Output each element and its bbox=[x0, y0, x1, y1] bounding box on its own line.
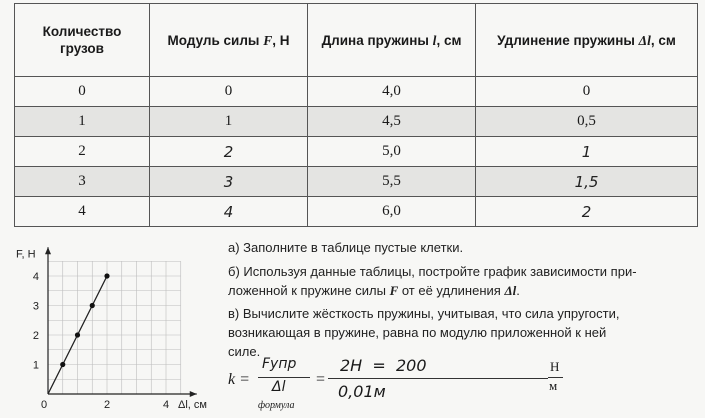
cell-force: 0 bbox=[150, 77, 308, 107]
cell-elongation: 0,5 bbox=[476, 107, 698, 137]
cell-count: 1 bbox=[15, 107, 150, 137]
cell-length: 5,5 bbox=[308, 167, 476, 197]
y-axis-label: F, Н bbox=[16, 248, 36, 261]
formula-frac-numerator: Fупр bbox=[262, 356, 297, 372]
task-b bbox=[228, 262, 698, 300]
cell-length: 4,5 bbox=[308, 107, 476, 137]
formula-lhs: k = bbox=[228, 371, 250, 388]
cell-count: 2 bbox=[15, 137, 150, 167]
y-axis-arrow bbox=[45, 247, 51, 254]
formula-equals: = bbox=[316, 371, 326, 388]
formula-frac-denominator: Δl bbox=[272, 379, 286, 395]
table-row bbox=[15, 167, 698, 197]
data-point bbox=[75, 332, 80, 337]
formula-numerator: 2Н = 200 bbox=[340, 356, 427, 375]
cell-force-handwritten: 2 bbox=[150, 137, 308, 167]
cell-elongation-handwritten: 1,5 bbox=[476, 167, 698, 197]
formula-caption: формула bbox=[258, 400, 295, 411]
cell-force: 1 bbox=[150, 107, 308, 137]
task-c-line3: силе. bbox=[228, 344, 261, 359]
y-tick-label: 2 bbox=[32, 330, 39, 342]
x-axis-label: Δl, см bbox=[178, 399, 207, 411]
table-header-row bbox=[15, 4, 698, 77]
force-elongation-graph bbox=[10, 236, 220, 414]
header-count: Количество грузов bbox=[15, 4, 150, 77]
table-row bbox=[15, 77, 698, 107]
table-row bbox=[15, 197, 698, 227]
formula-denominator: 0,01м bbox=[338, 382, 386, 401]
data-point bbox=[104, 273, 109, 278]
header-length: Длина пружины l, см bbox=[308, 4, 476, 77]
formula-unit-denominator: м bbox=[549, 378, 558, 393]
cell-count: 0 bbox=[15, 77, 150, 107]
cell-elongation-handwritten: 1 bbox=[476, 137, 698, 167]
x-tick-label: 4 bbox=[162, 399, 170, 411]
cell-elongation: 0 bbox=[476, 77, 698, 107]
y-tick-label: 1 bbox=[32, 359, 39, 372]
task-c-line2: возникающая в пружине, равна по модулю приложенной к ней bbox=[228, 325, 607, 340]
header-elongation: Удлинение пружины Δl, см bbox=[476, 4, 698, 77]
task-a: а) Заполните в таблице пустые клетки. bbox=[228, 240, 464, 255]
y-tick-label: 4 bbox=[32, 271, 39, 283]
data-point bbox=[60, 362, 65, 367]
cell-count: 4 bbox=[15, 197, 150, 227]
formula-frac-line bbox=[258, 377, 310, 378]
formula-answer-line bbox=[328, 378, 548, 379]
x-tick-label: 0 bbox=[40, 399, 48, 411]
cell-length: 4,0 bbox=[308, 77, 476, 107]
header-force: Модуль силы F, Н bbox=[150, 4, 308, 77]
table-row bbox=[15, 137, 698, 167]
cell-length: 6,0 bbox=[308, 197, 476, 227]
table-row bbox=[15, 107, 698, 137]
data-point bbox=[90, 303, 95, 308]
x-axis-arrow bbox=[190, 391, 197, 397]
cell-force-handwritten: 3 bbox=[150, 167, 308, 197]
task-c-line1: в) Вычислите жёсткость пружины, учитывая, что сила упругости, bbox=[228, 306, 620, 321]
task-b-line1: б) Используя данные таблицы, постройте график зависимости при- bbox=[228, 264, 637, 279]
formula bbox=[228, 356, 698, 416]
cell-count: 3 bbox=[15, 167, 150, 197]
x-tick-label: 2 bbox=[103, 399, 111, 411]
cell-length: 5,0 bbox=[308, 137, 476, 167]
cell-force-handwritten: 4 bbox=[150, 197, 308, 227]
y-tick-label: 3 bbox=[32, 300, 39, 313]
cell-elongation-handwritten: 2 bbox=[476, 197, 698, 227]
formula-unit-numerator: Н bbox=[550, 359, 560, 374]
task-c bbox=[228, 304, 698, 361]
data-table bbox=[14, 3, 698, 227]
task-b-line2: ложенной к пружине силы F от её удлинения Δl. bbox=[228, 283, 520, 298]
